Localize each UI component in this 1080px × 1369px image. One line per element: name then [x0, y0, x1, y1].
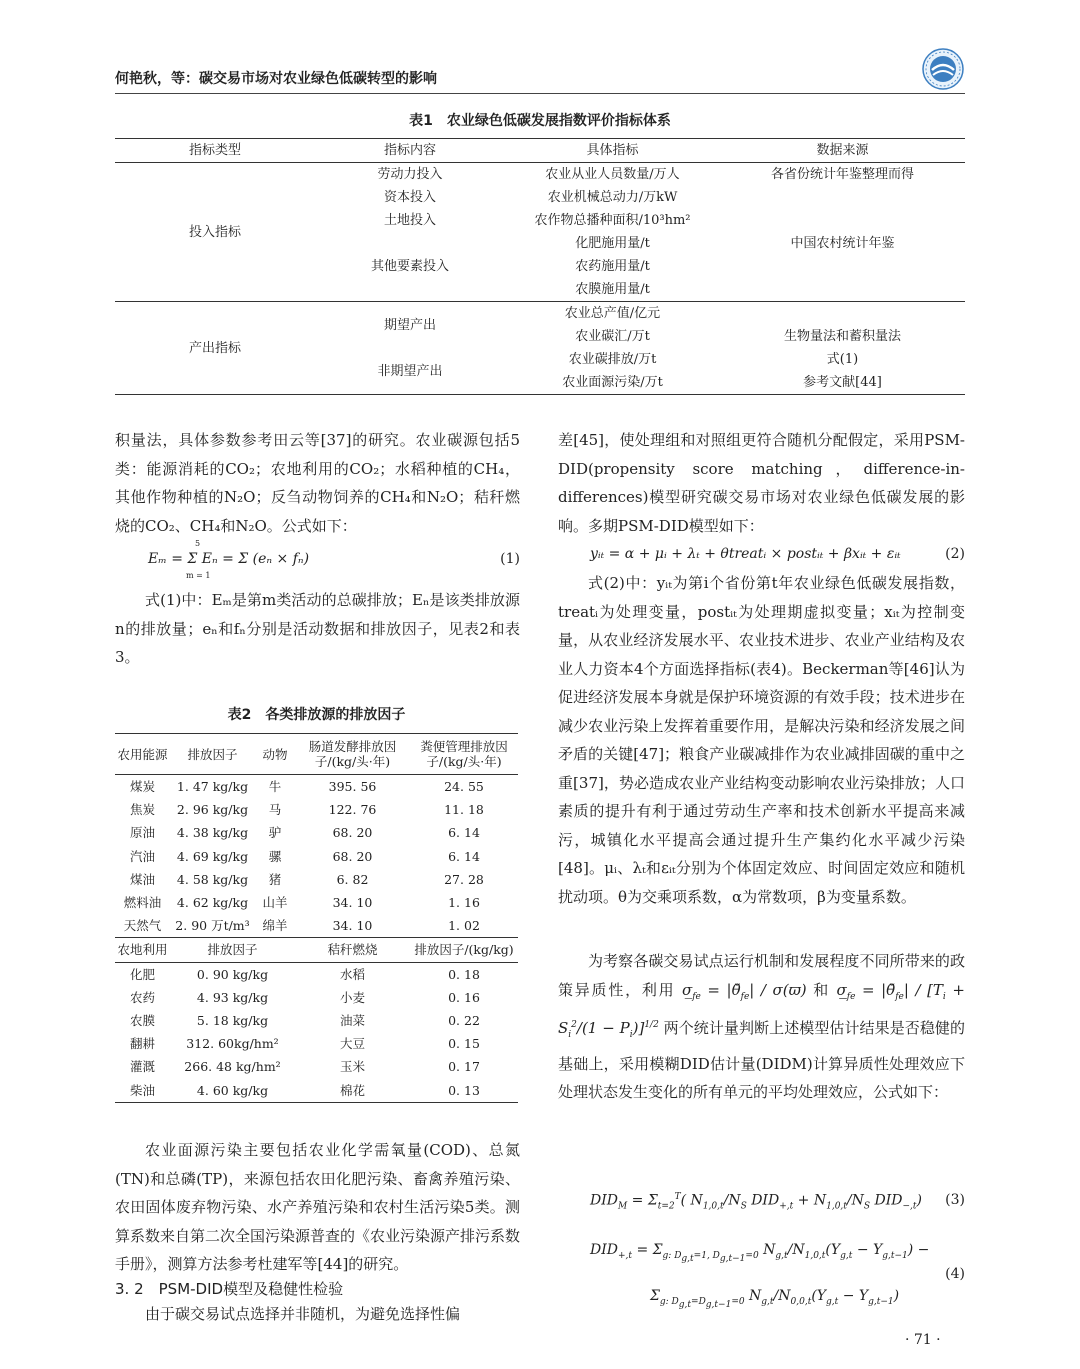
- table2-header: 排放因子: [207, 942, 258, 958]
- table-cell: 6. 14: [448, 848, 480, 864]
- header-rule: [115, 93, 965, 94]
- table-cell: 马: [268, 802, 282, 818]
- sum-lower: m = 1: [186, 571, 211, 580]
- paragraph: 式(1)中：Eₘ是第m类活动的总碳排放；Eₙ是该类排放源n的排放量；eₙ和fₙ分别是活动数据和排放因子，见表2和表3。: [115, 591, 520, 666]
- table1-source: 参考文献[44]: [803, 375, 882, 390]
- table-cell: 68. 20: [332, 825, 373, 841]
- running-title: 何艳秋，等：碳交易市场对农业绿色低碳转型的影响: [115, 71, 437, 87]
- table2-caption: 表2 各类排放源的排放因子: [227, 707, 406, 723]
- table-cell: 4. 69 kg/kg: [176, 848, 249, 864]
- table-cell: 0. 16: [448, 989, 480, 1005]
- table1-indicator: 农业面源污染/万t: [562, 375, 663, 390]
- table1-indicator: 农业从业人员数量/万人: [545, 167, 680, 182]
- table-row: [115, 845, 518, 868]
- table-cell: 0. 22: [448, 1012, 480, 1028]
- table-cell: 122. 76: [328, 802, 377, 818]
- table1-header: 指标类型: [188, 143, 241, 158]
- table-cell: 34. 10: [332, 918, 373, 934]
- table1-indicator: 农业碳汇/万t: [575, 329, 650, 344]
- section-heading: 3. 2 PSM-DID模型及稳健性检验: [115, 1280, 344, 1298]
- table1-content: 资本投入: [383, 190, 436, 205]
- table2-header: 排放因子: [187, 746, 238, 762]
- table2-header: 粪便管理排放因子/(kg/头·年): [420, 739, 508, 769]
- paragraph-text: 和: [813, 980, 830, 999]
- table1: [115, 138, 965, 395]
- table-row: [115, 1032, 518, 1055]
- paragraph: 农业面源污染主要包括农业化学需氧量(COD)、总氮(TN)和总磷(TP)，来源包括农田化肥污染、畜禽养殖污染、农田固体废弃物污染、水产养殖污染和农村生活污染5类。测算系数来自第二次全国污染源普查的《农业污染源产排污系数手册》，测算方法参考杜建军等[44]的研究。: [115, 1141, 521, 1273]
- table-cell: 0. 18: [448, 966, 480, 982]
- table-cell: 水稻: [339, 966, 365, 982]
- left-para-2: [115, 586, 520, 672]
- table-cell: 4. 38 kg/kg: [176, 825, 249, 841]
- table2-header: 肠道发酵排放因子/(kg/头·年): [308, 739, 397, 769]
- equation-number: (1): [500, 551, 520, 567]
- table-cell: 27. 28: [444, 871, 484, 887]
- page-number: · 71 ·: [905, 1332, 941, 1348]
- table2-header: 农地利用: [117, 942, 168, 958]
- right-para-2: [558, 569, 965, 911]
- table-cell: 焦炭: [129, 802, 155, 818]
- table-row: [115, 1009, 518, 1032]
- table-cell: 煤炭: [129, 779, 155, 795]
- table-cell: 翻耕: [129, 1036, 155, 1052]
- table-cell: 大豆: [339, 1036, 365, 1052]
- table-cell: 395. 56: [328, 779, 377, 795]
- table-row: [115, 868, 518, 891]
- left-para-1: [115, 426, 520, 540]
- table-cell: 牛: [268, 779, 282, 795]
- paragraph: 差[45]，使处理组和对照组更符合随机分配假定，采用PSM-DID(propensity score matching，difference-in-differences)模型研究碳交易市场对农业绿色低碳发展的影响。多期PSM-DID模型如下：: [558, 431, 965, 535]
- table-cell: 0. 90 kg/kg: [196, 966, 269, 982]
- paragraph: 积量法，具体参数参考田云等[37]的研究。农业碳源包括5类：能源消耗的CO₂；农地利用的CO₂；水稻种植的CH₄，其他作物种植的N₂O；反刍动物饲养的CH₄和N₂O；秸秆燃烧的CO₂、CH₄和N₂O。公式如下：: [115, 431, 520, 535]
- table-cell: 5. 18 kg/kg: [196, 1012, 269, 1028]
- table-cell: 1. 02: [448, 918, 480, 934]
- table-row: [115, 962, 518, 986]
- table-row: [115, 798, 518, 821]
- table-cell: 1. 47 kg/kg: [176, 779, 249, 795]
- table-row: [115, 775, 518, 799]
- left-para-4: [115, 1300, 520, 1329]
- table-cell: 煤油: [129, 871, 155, 887]
- table1-source: 中国农村统计年鉴: [790, 236, 895, 251]
- paragraph-text: 两个统计量判断上述模型估计结果是否稳健的基础上，采用模糊DID估计量(DIDM)计算异质性处理效应下处理状态发生变化的所有单元的平均处理效应，公式如下：: [558, 1019, 965, 1101]
- table1-source: 生物量法和蓄积量法: [783, 329, 901, 344]
- table2-header: 秸秆燃烧: [327, 942, 378, 958]
- left-para-3: [115, 1136, 520, 1279]
- table1-caption: 表1 农业绿色低碳发展指数评价指标体系: [409, 113, 671, 129]
- table-cell: 1. 16: [448, 895, 480, 911]
- sum-upper: 5: [195, 539, 201, 548]
- equation-number: (3): [945, 1192, 965, 1208]
- table-cell: 猪: [268, 871, 282, 887]
- table-cell: 11. 18: [444, 802, 484, 818]
- table-cell: 0. 13: [448, 1082, 480, 1098]
- paragraph-text: 为考察各碳交易试点运行机制和发展程度不同所带来的政策异质性，利用: [558, 952, 965, 999]
- table-row: [115, 1055, 518, 1078]
- table2-header: 排放因子/(kg/kg): [414, 942, 514, 958]
- table-cell: 0. 15: [448, 1036, 480, 1052]
- table-cell: 玉米: [339, 1059, 365, 1075]
- table1-indicator: 农业机械总动力/万kW: [547, 190, 678, 205]
- table1-header: 数据来源: [816, 143, 869, 158]
- table1-content: 劳动力投入: [377, 167, 443, 182]
- table2-header: 农用能源: [117, 746, 168, 762]
- equation-4: $DID_{+,t} = \Sigma_{g: D_{g,t}=1, D_{g,t-1}=0}$ $N_{g,t}/N_{1,0,t}(Y_{g,t} - Y_{g,t-1})$ − $\Sigma_{g: D_{g,t}=D_{g,t-1}=0}$ $N_{g,t}/N_{0,0,t}(Y_{g,t} - Y_{g,t-1})$ (4): [590, 1242, 965, 1310]
- table-cell: 化肥: [129, 966, 155, 982]
- right-para-1: [558, 426, 965, 540]
- table1-indicator: 化肥施用量/t: [575, 236, 650, 251]
- table-cell: 驴: [268, 825, 282, 841]
- equation-number: (4): [945, 1266, 965, 1282]
- table1-indicator: 农业总产值/亿元: [564, 306, 661, 321]
- table-cell: 6. 14: [448, 825, 480, 841]
- table1-indicator: 农作物总播种面积/10³hm²: [534, 213, 691, 228]
- table-cell: 天然气: [123, 918, 162, 934]
- table-row: [115, 821, 518, 844]
- table-cell: 农膜: [129, 1012, 155, 1028]
- table-cell: 灌溉: [129, 1059, 155, 1075]
- table-cell: 小麦: [339, 989, 365, 1005]
- table-cell: 6. 82: [336, 871, 369, 887]
- table-cell: 266. 48 kg/hm²: [184, 1059, 281, 1075]
- table-cell: 4. 60 kg/kg: [196, 1082, 269, 1098]
- table-cell: 农药: [129, 989, 155, 1005]
- table-cell: 油菜: [339, 1012, 365, 1028]
- table-cell: 4. 93 kg/kg: [196, 989, 269, 1005]
- equation-2: [590, 546, 965, 568]
- table2-header: 动物: [262, 746, 288, 762]
- journal-logo-icon: [922, 48, 964, 90]
- table-cell: 68. 20: [332, 848, 373, 864]
- table-cell: 汽油: [129, 848, 155, 864]
- table-cell: 2. 96 kg/kg: [176, 802, 249, 818]
- equation-number: (2): [945, 546, 965, 562]
- table1-content: 其他要素投入: [370, 259, 449, 274]
- table-cell: 燃料油: [123, 895, 162, 911]
- table1-content: 土地投入: [383, 213, 436, 228]
- table1-header: 指标内容: [383, 143, 436, 158]
- table-cell: 山羊: [262, 895, 288, 911]
- table1-content: 期望产出: [383, 317, 436, 333]
- table1-source: 式(1): [826, 352, 859, 367]
- table1-type: 投入指标: [188, 224, 241, 240]
- table-row: [115, 914, 518, 938]
- table-cell: 4. 58 kg/kg: [176, 871, 249, 887]
- table1-indicator: 农药施用量/t: [575, 259, 650, 274]
- table-cell: 柴油: [129, 1082, 155, 1098]
- paragraph: 为考察各碳交易试点运行机制和发展程度不同所带来的政策异质性，利用 $\sigma̲_{fe}$ = $|\thetă_{fe}| / \sigma(ϖ)$ 和 $\sigma̲̲_{fe}$ = $|\thetă_{fe}| / [T_i + S_i^2/(1 - P_i)]^{1/2}$ 两个统计量判断上述模型估计结果是否稳健的基础上，采用模糊DID估计量(DIDM)计算异质性处理效应下处理状态发生变化的所有单元的平均处理效应，公式如下：: [558, 952, 965, 1101]
- paragraph: 式(2)中：yᵢₜ为第i个省份第t年农业绿色低碳发展指数，treatᵢ为处理变量，postᵢₜ为处理期虚拟变量；xᵢₜ为控制变量，从农业经济发展水平、农业技术进步、农业产业结构及农业人力资本4个方面选择指标(表4)。Beckerman等[46]认为促进经济发展本身就是保护环境资源的有效手段；技术进步在减少农业污染上发挥着重要作用，是解决污染和经济发展之间矛盾的关键[47]；粮食产业碳减排作为农业减排固碳的重中之重[37]，势必造成农业产业结构变动影响农业污染排放；人口素质的提升有利于通过劳动生产率和技术创新水平提高来减污，城镇化水平提高会通过提升生产集约化水平减少污染[48]。μᵢ、λₜ和εᵢₜ分别为个体固定效应、时间固定效应和随机扰动项。θ为交乘项系数，α为常数项，β为变量系数。: [558, 574, 965, 906]
- paragraph: 由于碳交易试点选择并非随机，为避免选择性偏: [145, 1305, 461, 1323]
- table1-indicator: 农膜施用量/t: [575, 282, 650, 297]
- table-cell: 2. 90 万t/m³: [175, 918, 250, 934]
- table1-content: 非期望产出: [315, 348, 505, 395]
- table-row: [115, 1078, 518, 1102]
- equation-text: yᵢₜ = α + μᵢ + λₜ + θtreatᵢ × postᵢₜ + βxᵢₜ + εᵢₜ: [590, 546, 901, 562]
- equation-text: Eₘ = Σ Eₙ = Σ (eₙ × fₙ): [148, 551, 310, 567]
- table1-indicator: 农业碳排放/万t: [568, 352, 657, 367]
- table-row: [115, 891, 518, 914]
- table-cell: 棉花: [339, 1082, 365, 1098]
- table-cell: 24. 55: [444, 779, 484, 795]
- table2: [115, 733, 518, 1103]
- table1-type: 产出指标: [115, 302, 315, 395]
- table1-header: 具体指标: [586, 143, 639, 158]
- table-cell: 4. 62 kg/kg: [176, 895, 249, 911]
- table-cell: 0. 17: [448, 1059, 480, 1075]
- table-cell: 绵羊: [262, 918, 288, 934]
- table-cell: 34. 10: [332, 895, 373, 911]
- equation-1: [148, 539, 520, 583]
- table1-source: 各省份统计年鉴整理而得: [770, 167, 914, 182]
- table-cell: 312. 60kg/hm²: [186, 1036, 279, 1052]
- table-row: [115, 986, 518, 1009]
- equation-3: $DID_M = \Sigma_{t=2}^T$( $N_{1,0,t}/N_S$ $DID_{+,t} + N_{1,0,t}/N_S$ $DID_{-,t}$) (3): [590, 1192, 965, 1212]
- table-cell: 骡: [268, 848, 282, 864]
- right-para-3: [558, 947, 965, 1107]
- table-cell: 原油: [129, 825, 155, 841]
